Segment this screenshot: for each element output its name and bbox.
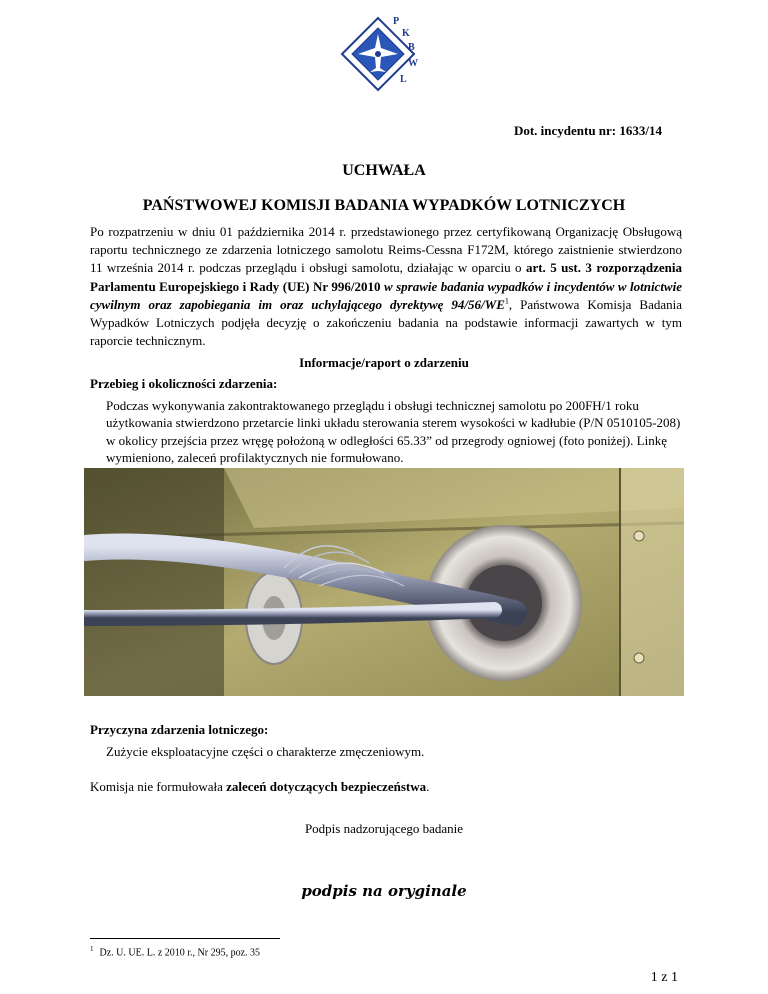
cause-heading: Przyczyna zdarzenia lotniczego: [90, 722, 269, 737]
signature-label: Podpis nadzorującego badanie [304, 821, 464, 836]
commission-text-bold: zaleceń dotyczących bezpieczeństwa [226, 779, 427, 794]
document-subtitle: PAŃSTWOWEJ KOMISJI BADANIA WYPADKÓW LOTNICZYCH [142, 197, 626, 214]
svg-text:W: W [408, 58, 418, 69]
intro-regulation-title: w sprawie badania wypadków i incydentów w lotnictwie cywilnym oraz zapobiegania im oraz uchylającego dyrektywę 94/56/WE [90, 278, 682, 312]
footnote-number: 1 [90, 945, 94, 953]
commission-text-2: . [426, 779, 430, 794]
document-title: UCHWAŁA [342, 162, 426, 179]
svg-text:L: L [400, 74, 407, 85]
footnote [90, 945, 260, 958]
svg-text:B: B [408, 42, 415, 53]
svg-text:K: K [402, 28, 410, 39]
report-heading: Informacje/raport o zdarzeniu [299, 355, 469, 370]
footnote-mark: 1 [504, 296, 509, 306]
footnote-text: Dz. U. UE. L. z 2010 r., Nr 295, poz. 35 [99, 947, 261, 959]
pkbwl-logo [338, 8, 430, 100]
page-number: 1 z 1 [650, 970, 678, 985]
commission-statement [90, 779, 429, 795]
intro-regulation: art. 5 ust. 3 rozporządzenia Parlamentu Europejskiego i Rady (UE) Nr 996/2010 [90, 260, 683, 294]
commission-text-1: Komisja nie formułowała [90, 779, 227, 794]
cable-damage-photo [84, 468, 684, 696]
signature-value: podpis na oryginale [301, 882, 467, 900]
svg-text:P: P [393, 16, 400, 27]
incident-reference: Dot. incydentu nr: 1633/14 [513, 123, 662, 138]
footnote-divider [90, 938, 280, 939]
cause-text: Zużycie eksploatacyjne części o charakterze zmęczeniowym. [106, 744, 425, 759]
intro-text-1: Po rozpatrzeniu w dniu 01 października 2014 r. przedstawionego przez certyfikowaną Organizację Obsługową raportu technicznego ze zdarzenia lotniczego samolotu Reims-Cessna F172M, którego zaistnienie stwierdzono 11 września 2014 r. podczas przeglądu i obsługi samolotu, działając w oparciu o [90, 224, 682, 276]
intro-text-2: , Państwowa Komisja Badania Wypadków Lotniczych podjęła decyzję o zakończeniu badania na podstawie informacji zawartych w tym raporcie technicznym. [90, 296, 682, 349]
course-heading: Przebieg i okoliczności zdarzenia: [90, 376, 278, 391]
intro-paragraph [90, 223, 682, 350]
course-paragraph: Podczas wykonywania zakontraktowanego przeglądu i obsługi technicznej samolotu po 200FH/1 roku użytkowania stwierdzono przetarcie linki układu sterowania sterem wysokości w kadłubie (P/N 0510105-208) w okolicy przejścia przez wręgę położoną w odległości 65.33” od przegrody ogniowej (foto poniżej). Linkę wymieniono, zaleceń profilaktycznych nie formułowano. [106, 398, 681, 466]
